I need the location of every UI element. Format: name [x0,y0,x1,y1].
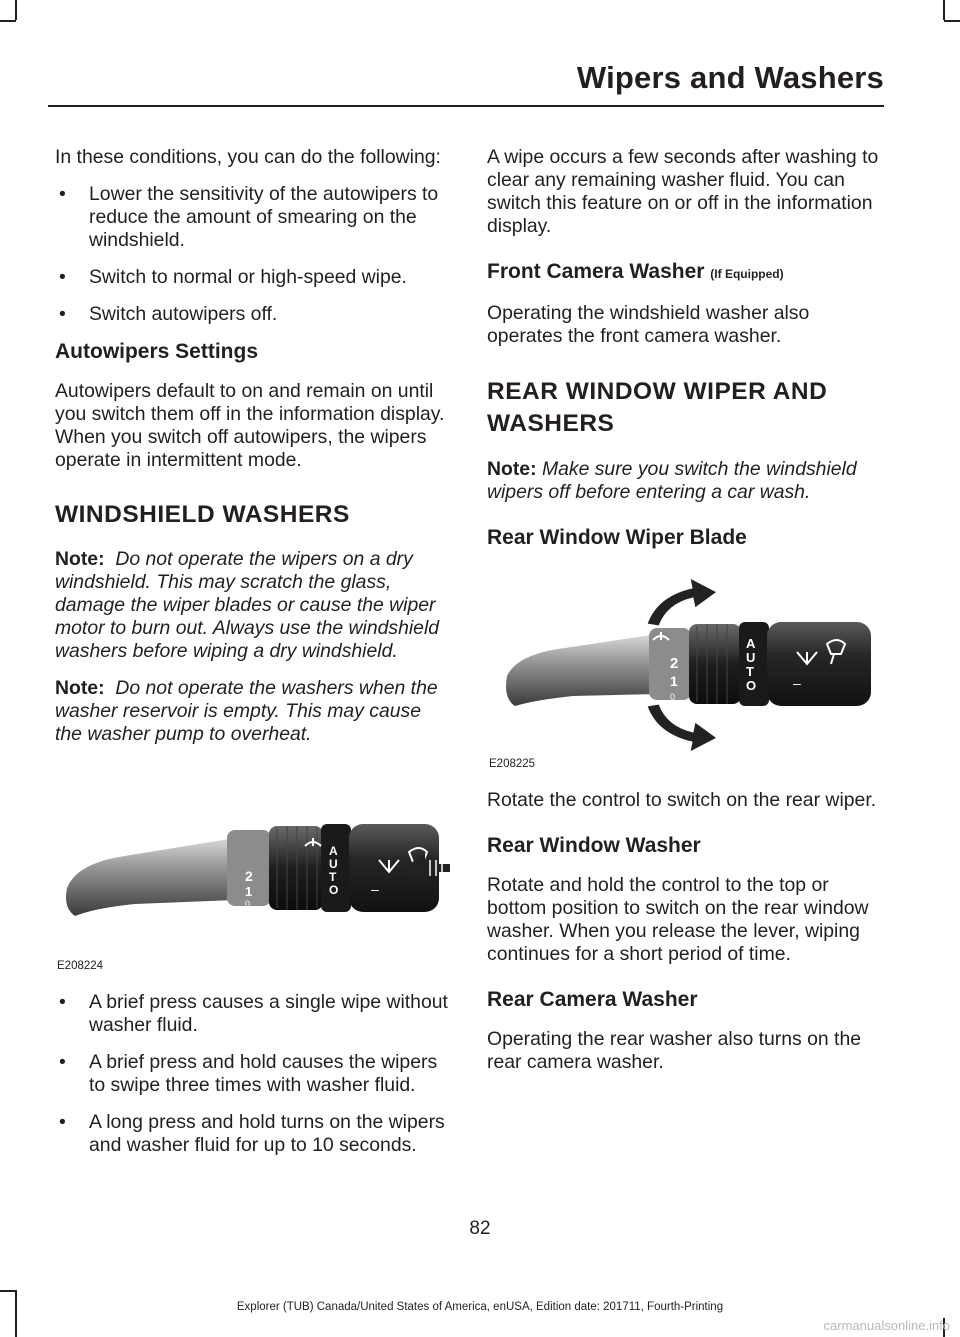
front-camera-heading [487,260,882,286]
windshield-washers-heading: WINDSHIELD WASHERS [55,501,350,528]
lever-stem [66,838,235,916]
note-label: Note: [487,458,537,480]
note-label: Note: [55,548,105,570]
note-text: Do not operate the washers when the washer reservoir is empty. This may cause the washer pump to overheat. [55,677,438,745]
autowipers-text: Autowipers default to on and remain on until you switch them off in the information display. When you switch off autowipers, the wipers operate in intermittent mode. [55,380,445,471]
heading-line: WASHERS [487,410,615,437]
lever-speed-2: 2 [670,655,679,672]
crop-mark [15,0,17,20]
crop-mark [0,20,16,22]
lever-auto-u: U [746,650,756,665]
crop-mark [944,20,960,22]
figure-code: E208225 [489,758,536,770]
lever-auto-o: O [329,883,339,897]
rear-wiper-lever-illustration [487,566,882,756]
list-item: • A brief press and hold causes the wipers to swipe three times with washer fluid. [55,1051,450,1097]
lever-end-cap [767,622,871,706]
press-list [55,991,450,1157]
page-title: Wipers and Washers [576,60,884,95]
rear-camera-text: Operating the rear washer also turns on the rear camera washer. [487,1028,862,1073]
note-label: Note: [55,677,105,699]
if-equipped-label: (If Equipped) [710,267,784,281]
rear-washer-heading: Rear Window Washer [487,834,701,857]
footer-text: Explorer (TUB) Canada/United States of America, enUSA, Edition date: 201711, Fourth-Printing [236,1301,724,1313]
lever-stem [506,634,657,706]
heading-line: REAR WINDOW WIPER AND [487,378,828,405]
lever-auto-t: T [746,664,754,679]
lever-minus: – [793,675,801,691]
lever-minus: – [371,881,379,897]
wipe-text: A wipe occurs a few seconds after washing to clear any remaining washer fluid. You can switch this feature on or off in the information display. [487,146,879,237]
lever-speed-0: 0 [670,692,676,702]
page-number: 82 [469,1218,491,1239]
note-dry-windshield [55,548,450,663]
figure-code: E208224 [57,960,104,972]
conditions-list [55,183,450,326]
list-item: • A brief press causes a single wipe without washer fluid. [55,991,450,1037]
header-rule [48,105,884,107]
list-item: • Lower the sensitivity of the autowipers to reduce the amount of smearing on the windshield. [55,183,450,252]
figure-washer-lever [55,768,450,973]
list-item: • Switch autowipers off. [55,303,450,326]
left-column [55,146,450,1171]
note-empty-reservoir [55,677,450,746]
crop-mark [15,1290,17,1337]
figure-rear-wiper-lever [487,566,882,771]
right-column [487,146,882,1088]
rotate-down-arrow [647,704,717,752]
lever-auto-u: U [329,857,338,871]
rear-washer-text: Rotate and hold the control to the top or bottom position to switch on the rear window washer. When you release the lever, wiping continues for a short period of time. [487,874,869,965]
lever-speed-1: 1 [245,884,253,899]
rotate-text: Rotate the control to switch on the rear wiper. [487,789,877,811]
front-camera-text: Operating the windshield washer also operates the front camera washer. [487,302,810,347]
washer-lever-illustration [55,768,450,958]
lever-speed-1: 1 [670,673,678,689]
lever-auto-o: O [746,678,757,693]
note-text: Make sure you switch the windshield wipers off before entering a car wash. [487,458,857,503]
heading-text: Front Camera Washer [487,260,705,283]
list-item: • Switch to normal or high-speed wipe. [55,266,450,289]
rear-camera-heading: Rear Camera Washer [487,988,698,1011]
lever-speed-2: 2 [245,868,253,884]
rear-blade-heading: Rear Window Wiper Blade [487,526,747,549]
crop-mark [0,1290,16,1292]
lever-auto-a: A [746,636,756,651]
note-text: Do not operate the wipers on a dry windshield. This may scratch the glass, damage the wiper blades or cause the wiper motor to burn out. Always use the windshield washers before wiping a dry windshield. [55,548,440,662]
intro-text: In these conditions, you can do the following: [55,146,441,168]
watermark: carmanualsonline.info [823,1318,950,1333]
lever-speed-0: 0 [245,899,251,909]
note-car-wash [487,458,882,504]
rotate-up-arrow [647,578,717,626]
autowipers-heading: Autowipers Settings [55,340,259,363]
rear-wiper-heading [487,376,882,440]
lever-auto-a: A [329,844,338,858]
lever-auto-t: T [329,870,337,884]
list-item: • A long press and hold turns on the wipers and washer fluid for up to 10 seconds. [55,1111,450,1157]
crop-mark [943,0,945,20]
